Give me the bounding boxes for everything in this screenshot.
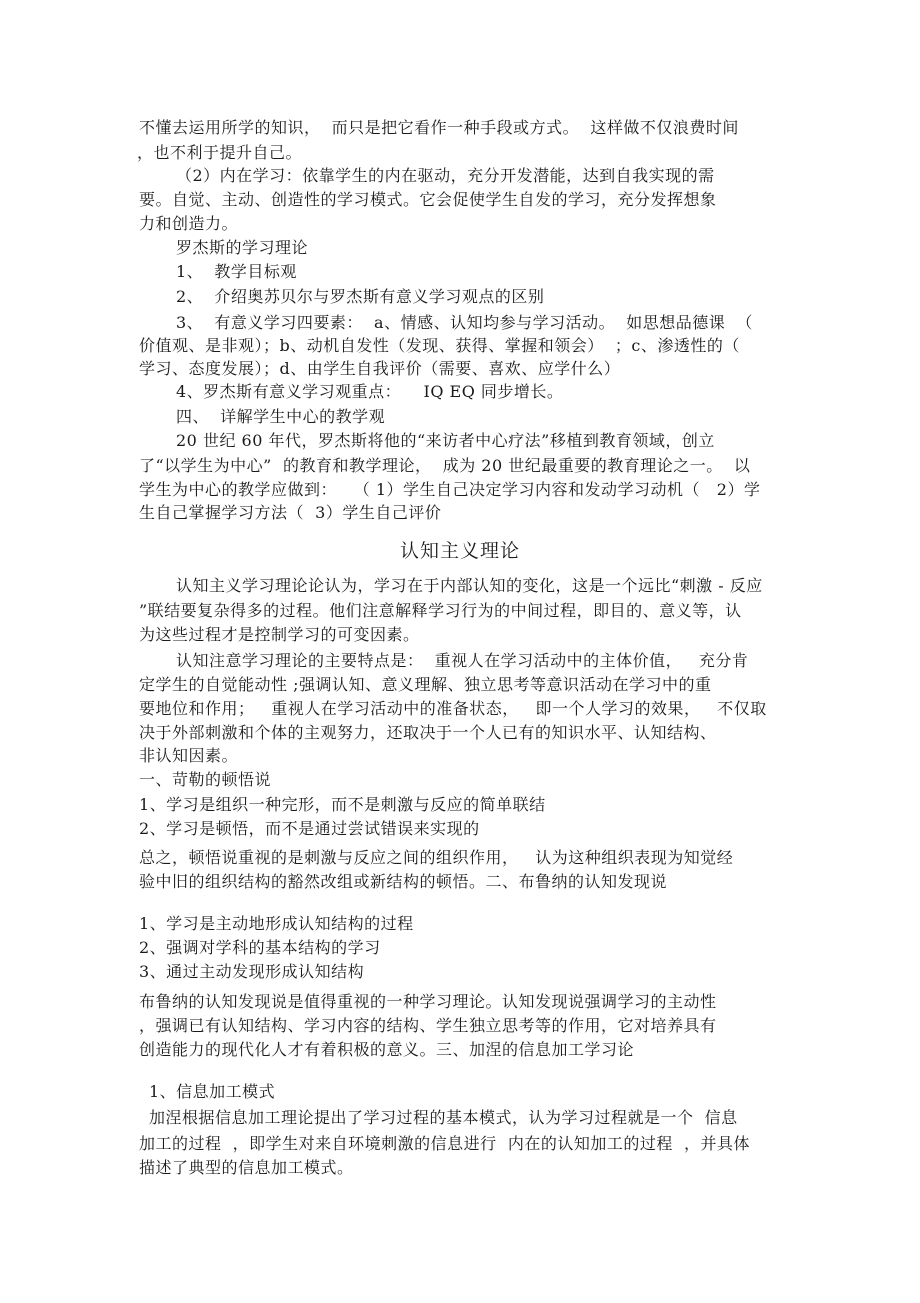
text-line: 2、强调对学科的基本结构的学习: [139, 938, 381, 957]
text-line: 描述了典型的信息加工模式。: [139, 1158, 354, 1177]
text-line: 学生为中心的教学应做到： （ 1）学生自己决定学习内容和发动学习动机（ 2）学: [139, 480, 761, 499]
text-line: ”联结要复杂得多的过程。他们注意解释学习行为的中间过程，即目的、意义等，认: [139, 601, 742, 620]
text-line: 价值观、是非观）；b、动机自发性（发现、获得、掌握和领会） ；c、渗透性的（: [139, 336, 740, 355]
text-line: 总之，顿悟说重视的是刺激与反应之间的组织作用， 认为这种组织表现为知觉经: [139, 848, 734, 867]
text-line: 四、 详解学生中心的教学观: [176, 407, 386, 426]
text-line: 3、通过主动发现形成认知结构: [139, 962, 365, 981]
text-line: 布鲁纳的认知发现说是值得重视的一种学习理论。认知发现说强调学习的主动性: [139, 992, 717, 1011]
text-line: 为这些过程才是控制学习的可变因素。: [139, 625, 420, 644]
text-line: 力和创造力。: [139, 214, 239, 233]
section-title: 认知主义理论: [399, 540, 520, 562]
text-line: 4、罗杰斯有意义学习观重点： IQ EQ 同步增长。: [176, 382, 564, 401]
text-line: ，强调已有认知结构、学习内容的结构、学生独立思考等的作用，它对培养具有: [139, 1016, 717, 1035]
text-line: 罗杰斯的学习理论: [176, 238, 309, 257]
text-line: 3、 有意义学习四要素： a、情感、认知均参与学习活动。 如思想品德课 （: [176, 313, 753, 332]
text-line: 2、学习是顿悟，而不是通过尝试错误来实现的: [139, 819, 480, 838]
text-line: 20 世纪 60 年代，罗杰斯将他的“来访者中心疗法”移植到教育领域，创立: [176, 431, 715, 450]
text-line: 加涅根据信息加工理论提出了学习过程的基本模式，认为学习过程就是一个 信息: [149, 1108, 738, 1127]
text-line: ，也不利于提升自己。: [137, 143, 303, 162]
text-line: 1、信息加工模式: [149, 1082, 276, 1101]
text-line: 加工的过程 ，即学生对来自环境刺激的信息进行 内在的认知加工的过程 ，并具体: [139, 1134, 751, 1153]
text-line: 要。自觉、主动、创造性的学习模式。它会促使学生自发的学习，充分发挥想象: [139, 190, 717, 209]
text-line: 创造能力的现代化人才有着积极的意义。三、加涅的信息加工学习论: [139, 1040, 635, 1059]
text-line: 1、 教学目标观: [176, 262, 297, 281]
text-line: 了“以学生为中心” 的教育和教学理论， 成为 20 世纪最重要的教育理论之一。 以: [139, 456, 751, 475]
text-line: 1、学习是组织一种完形，而不是刺激与反应的简单联结: [139, 795, 546, 814]
text-line: 非认知因素。: [139, 746, 239, 765]
text-line: 学习、态度发展）；d、由学生自我评价（需要、喜欢、应学什么）: [139, 359, 621, 378]
text-line: 1、学习是主动地形成认知结构的过程: [139, 914, 414, 933]
text-line: 认知主义学习理论论认为，学习在于内部认知的变化，这是一个远比“刺激 - 反应: [176, 576, 763, 595]
text-line: 生自己掌握学习方法（ 3）学生自己评价: [139, 503, 442, 522]
text-line: （2）内在学习：依靠学生的内在驱动，充分开发潜能，达到自我实现的需: [176, 166, 715, 185]
text-line: 一、苛勒的顿悟说: [139, 770, 272, 789]
text-line: 定学生的自觉能动性 ;强调认知、意义理解、独立思考等意识活动在学习中的重: [139, 675, 712, 694]
text-line: 验中旧的组织结构的豁然改组或新结构的顿悟。二、布鲁纳的认知发现说: [139, 872, 668, 891]
text-line: 认知注意学习理论的主要特点是： 重视人在学习活动中的主体价值， 充分肯: [176, 651, 749, 670]
text-line: 决于外部刺激和个体的主观努力，还取决于一个人已有的知识水平、认知结构、: [139, 723, 717, 742]
text-line: 不懂去运用所学的知识， 而只是把它看作一种手段或方式。 这样做不仅浪费时间: [139, 118, 739, 137]
text-line: 要地位和作用； 重视人在学习活动中的准备状态， 即一个人学习的效果， 不仅取: [139, 699, 767, 718]
text-line: 2、 介绍奥苏贝尔与罗杰斯有意义学习观点的区别: [176, 287, 545, 306]
